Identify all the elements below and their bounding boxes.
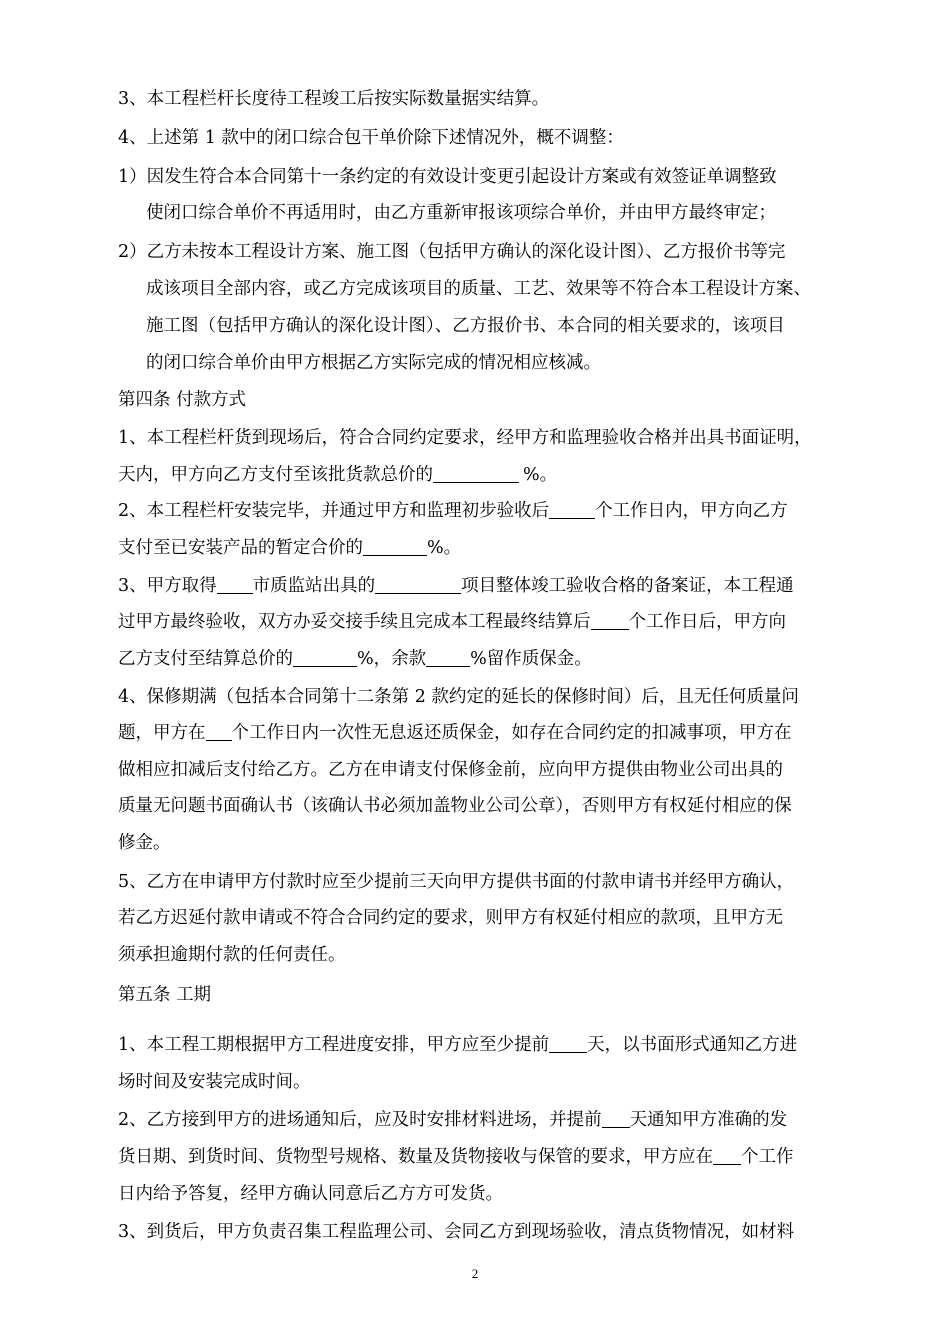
fill-blank[interactable] (591, 611, 629, 630)
payment-clause-3-continuation-2: 乙方支付至结算总价的 %，余款 %留作质保金。 (118, 649, 592, 669)
payment-clause-1-continuation: 天内，甲方向乙方支付至该批货款总价的 %。 (118, 465, 558, 485)
fill-blank[interactable] (602, 1109, 630, 1128)
payment-clause-1: 1、本工程栏杆货到现场后，符合合同约定要求，经甲方和监理验收合格并出具书面证明， (118, 428, 812, 448)
schedule-clause-2: 2、乙方接到甲方的进场通知后，应及时安排材料进场，并提前 天通知甲方准确的发 (118, 1110, 788, 1130)
schedule-clause-1: 1、本工程工期根据甲方工程进度安排，甲方应至少提前 天，以书面形式通知乙方进 (118, 1035, 798, 1055)
clause-3-quantity-settlement: 3、本工程栏杆长度待工程竣工后按实际数量据实结算。 (118, 89, 550, 109)
fill-blank[interactable] (217, 575, 253, 594)
payment-clause-3-continuation-1: 过甲方最终验收，双方办妥交接手续且完成本工程最终结算后 个工作日后，甲方向 (118, 612, 786, 632)
fill-blank[interactable] (293, 648, 357, 667)
fill-blank[interactable] (375, 575, 461, 594)
schedule-clause-2-continuation-2: 日内给予答复，经甲方确认同意后乙方方可发货。 (118, 1184, 503, 1204)
fill-blank[interactable] (363, 537, 427, 556)
item-2-continuation-3: 的闭口综合单价由甲方根据乙方实际完成的情况相应核减。 (146, 353, 601, 373)
item-2-incomplete-work: 2）乙方未按本工程设计方案、施工图（包括甲方确认的深化设计图）、乙方报价书等完 (118, 242, 786, 262)
page-number: 2 (471, 1266, 479, 1281)
fill-blank[interactable] (426, 648, 470, 667)
payment-clause-4: 4、保修期满（包括本合同第十二条第 2 款约定的延长的保修时间）后，且无任何质量问 (118, 687, 799, 707)
item-2-continuation-1: 成该项目全部内容，或乙方完成该项目的质量、工艺、效果等不符合本工程设计方案、 (146, 279, 811, 299)
schedule-clause-1-continuation: 场时间及安装完成时间。 (118, 1072, 311, 1092)
fill-blank[interactable] (433, 464, 519, 483)
section-heading-payment: 第四条 付款方式 (118, 390, 247, 410)
item-1-design-change: 1）因发生符合本合同第十一条约定的有效设计变更引起设计方案或有效签证单调整致 (118, 167, 777, 187)
item-1-continuation: 使闭口综合单价不再适用时，由乙方重新审报该项综合单价，并由甲方最终审定； (146, 203, 776, 223)
payment-clause-5: 5、乙方在申请甲方付款时应至少提前三天向甲方提供书面的付款申请书并经甲方确认， (118, 872, 795, 892)
payment-clause-5-continuation-2: 须承担逾期付款的任何责任。 (118, 945, 346, 965)
payment-clause-2-continuation: 支付至已安装产品的暂定合价的 %。 (118, 538, 462, 558)
payment-clause-3: 3、甲方取得 市质监站出具的 项目整体竣工验收合格的备案证，本工程通 (118, 576, 794, 596)
payment-clause-4-continuation-1: 题，甲方在 个工作日内一次性无息返还质保金，如存在合同约定的扣减事项，甲方在 (118, 723, 792, 743)
item-2-continuation-2: 施工图（包括甲方确认的深化设计图）、乙方报价书、本合同的相关要求的，该项目 (146, 316, 785, 336)
section-heading-schedule: 第五条 工期 (118, 985, 212, 1005)
payment-clause-4-continuation-2: 做相应扣减后支付给乙方。乙方在申请支付保修金前，应向甲方提供由物业公司出具的 (118, 760, 783, 780)
schedule-clause-2-continuation-1: 货日期、到货时间、货物型号规格、数量及货物接收与保管的要求，甲方应在 个工作 (118, 1147, 794, 1167)
fill-blank[interactable] (713, 1146, 741, 1165)
fill-blank[interactable] (549, 500, 595, 519)
clause-4-price-adjustment: 4、上述第 1 款中的闭口综合包干单价除下述情况外，概不调整： (118, 128, 624, 148)
schedule-clause-3: 3、到货后，甲方负责召集工程监理公司、会同乙方到现场验收，清点货物情况，如材料 (118, 1222, 795, 1242)
payment-clause-5-continuation-1: 若乙方迟延付款申请或不符合合同约定的要求，则甲方有权延付相应的款项，且甲方无 (118, 908, 783, 928)
payment-clause-4-continuation-3: 质量无问题书面确认书（该确认书必须加盖物业公司公章），否则甲方有权延付相应的保 (118, 796, 792, 816)
fill-blank[interactable] (549, 1034, 587, 1053)
fill-blank[interactable] (206, 722, 232, 741)
payment-clause-2: 2、本工程栏杆安装完毕，并通过甲方和监理初步验收后 个工作日内，甲方向乙方 (118, 501, 788, 521)
payment-clause-4-continuation-4: 修金。 (118, 833, 171, 853)
